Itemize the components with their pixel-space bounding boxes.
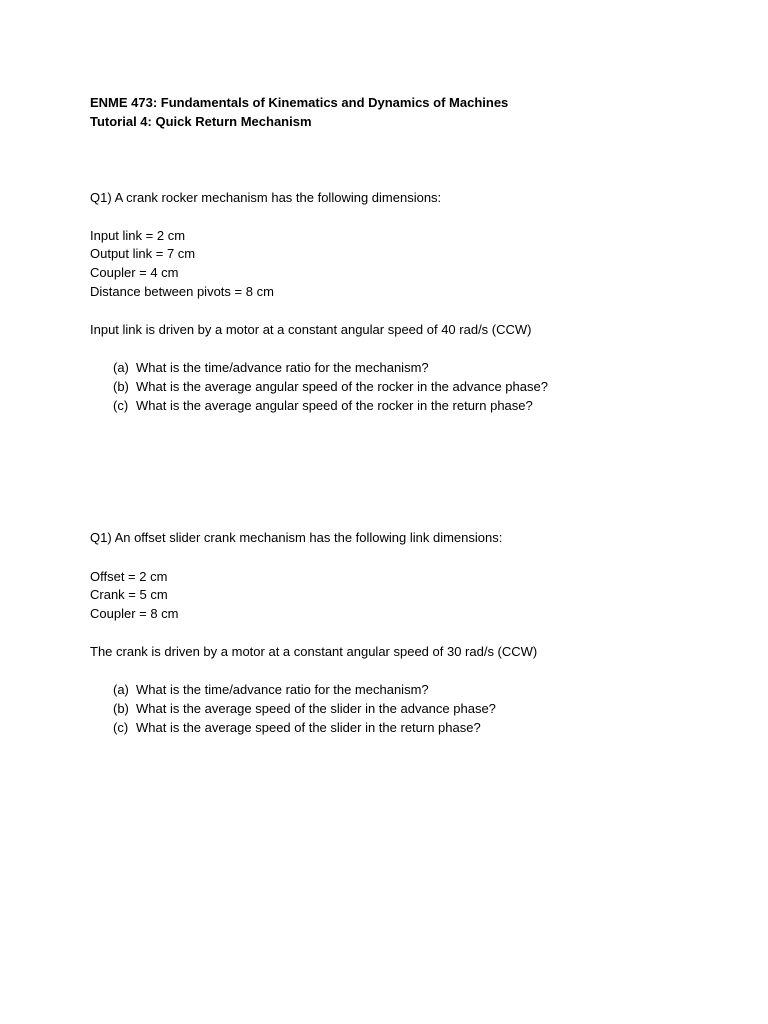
q1-dim-output-link: Output link = 7 cm — [90, 246, 196, 261]
q1-part-b-label: (b) — [113, 379, 129, 394]
q2-dim-coupler: Coupler = 8 cm — [90, 606, 179, 621]
q2-part-b-text: What is the average speed of the slider in the advance phase? — [136, 701, 496, 716]
q1-part-b — [113, 379, 548, 395]
q2-part-a-label: (a) — [113, 682, 129, 697]
q1-part-c-label: (c) — [113, 398, 129, 413]
q2-drive-text: The crank is driven by a motor at a constant angular speed of 30 rad/s (CCW) — [90, 644, 538, 659]
q1-dim-input-link: Input link = 2 cm — [90, 228, 186, 243]
q1-title: Q1) A crank rocker mechanism has the following dimensions: — [90, 190, 442, 205]
q1-part-b-text: What is the average angular speed of the rocker in the advance phase? — [136, 379, 548, 394]
q2-part-b — [113, 701, 496, 717]
q2-title: Q1) An offset slider crank mechanism has the following link dimensions: — [90, 530, 503, 545]
q1-dim-coupler: Coupler = 4 cm — [90, 265, 179, 280]
q1-part-a — [113, 360, 429, 376]
q2-part-a — [113, 682, 429, 698]
q2-part-c-text: What is the average speed of the slider in the return phase? — [136, 720, 481, 735]
q1-dim-pivots: Distance between pivots = 8 cm — [90, 284, 274, 299]
q1-part-c — [113, 398, 533, 414]
q1-drive-text: Input link is driven by a motor at a constant angular speed of 40 rad/s (CCW) — [90, 322, 532, 337]
q2-part-c — [113, 720, 481, 736]
q2-part-b-label: (b) — [113, 701, 129, 716]
q2-part-c-label: (c) — [113, 720, 129, 735]
tutorial-title: Tutorial 4: Quick Return Mechanism — [90, 114, 312, 129]
q1-part-a-text: What is the time/advance ratio for the mechanism? — [136, 360, 429, 375]
q2-dim-crank: Crank = 5 cm — [90, 587, 168, 602]
q1-part-c-text: What is the average angular speed of the rocker in the return phase? — [136, 398, 533, 413]
q2-dim-offset: Offset = 2 cm — [90, 569, 168, 584]
q1-part-a-label: (a) — [113, 360, 129, 375]
course-title: ENME 473: Fundamentals of Kinematics and Dynamics of Machines — [90, 95, 509, 110]
q2-part-a-text: What is the time/advance ratio for the mechanism? — [136, 682, 429, 697]
